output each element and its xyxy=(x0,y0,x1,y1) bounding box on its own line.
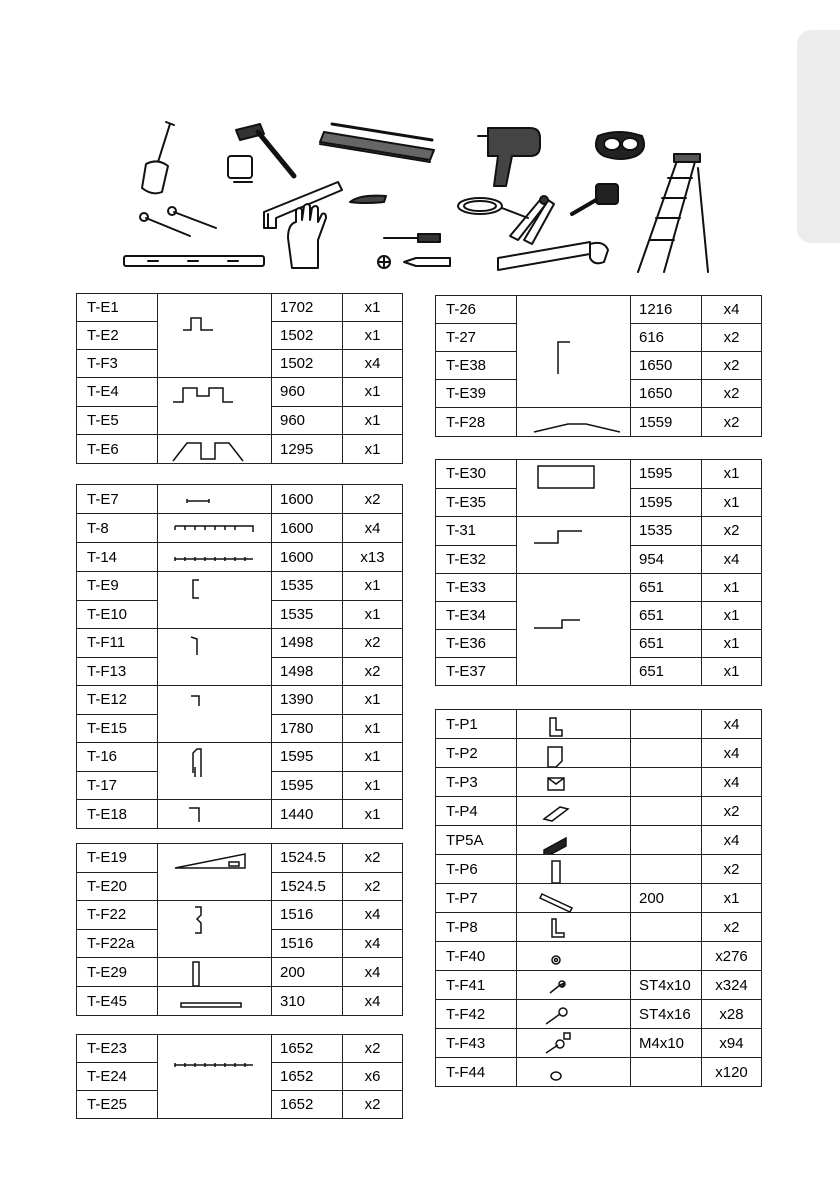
long-screw-icon xyxy=(517,1000,631,1029)
tape-measure-icon xyxy=(228,156,252,182)
hook-rod-icon xyxy=(517,296,631,408)
part-quantity: x6 xyxy=(343,1063,403,1091)
part-length: 1524.5 xyxy=(272,844,343,873)
wrenches-icon xyxy=(140,207,216,236)
part-length xyxy=(631,1058,702,1087)
part-code: T-P1 xyxy=(436,710,517,739)
utility-knife-icon xyxy=(350,196,386,203)
slanted-channel-profile-icon xyxy=(158,435,272,464)
single-step-profile-icon xyxy=(158,294,272,378)
part-quantity: x1 xyxy=(343,771,403,800)
table-row xyxy=(77,294,403,322)
lumber-boards-icon xyxy=(320,124,434,162)
part-quantity: x2 xyxy=(702,517,762,546)
part-length xyxy=(631,797,702,826)
envelope-bracket-icon xyxy=(517,768,631,797)
table-row xyxy=(436,1000,762,1029)
part-quantity: x1 xyxy=(343,600,403,629)
parts-table xyxy=(435,459,762,686)
part-quantity: x120 xyxy=(702,1058,762,1087)
table-row xyxy=(436,1029,762,1058)
flat-panel-icon xyxy=(517,460,631,517)
part-length xyxy=(631,826,702,855)
part-code: T-P6 xyxy=(436,855,517,884)
part-code: T-14 xyxy=(77,543,158,572)
part-quantity: x2 xyxy=(343,872,403,901)
part-code: T-E15 xyxy=(77,714,158,743)
part-length xyxy=(631,710,702,739)
part-code: TP5A xyxy=(436,826,517,855)
part-quantity: x4 xyxy=(343,987,403,1016)
table-row xyxy=(436,710,762,739)
part-length: ST4x10 xyxy=(631,971,702,1000)
part-quantity: x4 xyxy=(343,350,403,378)
part-quantity: x2 xyxy=(702,408,762,437)
c-channel-icon xyxy=(158,572,272,629)
wavy-rail-icon xyxy=(158,543,272,572)
table-row xyxy=(77,686,403,715)
short-post-icon xyxy=(158,958,272,987)
part-quantity: x4 xyxy=(702,826,762,855)
table-row xyxy=(77,514,403,543)
rod-icon xyxy=(517,884,631,913)
part-quantity: x4 xyxy=(702,768,762,797)
box-bracket-icon xyxy=(517,739,631,768)
part-quantity: x1 xyxy=(343,714,403,743)
level-icon xyxy=(124,256,264,266)
part-length: 1498 xyxy=(272,657,343,686)
table-row xyxy=(436,797,762,826)
part-length: 616 xyxy=(631,324,702,352)
table-row xyxy=(436,768,762,797)
part-quantity: x2 xyxy=(702,855,762,884)
part-code: T-27 xyxy=(436,324,517,352)
tapered-beam-icon xyxy=(158,844,272,901)
part-code: T-F11 xyxy=(77,629,158,658)
part-quantity: x2 xyxy=(343,1035,403,1063)
part-code: T-P2 xyxy=(436,739,517,768)
part-quantity: x1 xyxy=(702,630,762,658)
hooked-rail-icon xyxy=(158,514,272,543)
part-code: T-E29 xyxy=(77,958,158,987)
part-quantity: x2 xyxy=(702,324,762,352)
part-quantity: x2 xyxy=(343,844,403,873)
step-bar-icon xyxy=(517,517,631,574)
part-length: 1652 xyxy=(272,1035,343,1063)
part-length: ST4x16 xyxy=(631,1000,702,1029)
part-quantity: x2 xyxy=(702,380,762,408)
part-code: T-E20 xyxy=(77,872,158,901)
part-length: 651 xyxy=(631,602,702,630)
part-length: 1600 xyxy=(272,543,343,572)
wavy-rail-icon xyxy=(158,1035,272,1119)
part-length: 960 xyxy=(272,406,343,435)
part-code: T-E1 xyxy=(77,294,158,322)
table-row xyxy=(436,460,762,489)
table-row xyxy=(436,739,762,768)
part-length: 1440 xyxy=(272,800,343,829)
part-length: 1498 xyxy=(272,629,343,658)
table-row xyxy=(436,408,762,437)
part-length: 1600 xyxy=(272,485,343,514)
part-code: T-F28 xyxy=(436,408,517,437)
part-code: T-E18 xyxy=(77,800,158,829)
s-channel-icon xyxy=(158,901,272,958)
part-code: T-E7 xyxy=(77,485,158,514)
part-length: 1390 xyxy=(272,686,343,715)
part-code: T-P3 xyxy=(436,768,517,797)
table-row xyxy=(77,958,403,987)
pliers-icon xyxy=(510,196,554,244)
part-quantity: x1 xyxy=(702,574,762,602)
part-length: 954 xyxy=(631,545,702,574)
part-length: 1535 xyxy=(631,517,702,546)
part-quantity: x2 xyxy=(343,485,403,514)
part-quantity: x28 xyxy=(702,1000,762,1029)
small-angle-icon xyxy=(158,686,272,743)
part-quantity: x2 xyxy=(343,629,403,658)
part-length: 310 xyxy=(272,987,343,1016)
part-code: T-E23 xyxy=(77,1035,158,1063)
table-row xyxy=(436,1058,762,1087)
part-length: 1295 xyxy=(272,435,343,464)
corner-bracket-icon xyxy=(517,710,631,739)
part-quantity: x13 xyxy=(343,543,403,572)
table-row xyxy=(77,901,403,930)
table-row xyxy=(77,378,403,407)
table-row xyxy=(77,485,403,514)
part-quantity: x1 xyxy=(343,406,403,435)
part-length: 1595 xyxy=(631,460,702,489)
part-code: T-E36 xyxy=(436,630,517,658)
part-code: T-P4 xyxy=(436,797,517,826)
part-quantity: x324 xyxy=(702,971,762,1000)
small-step-bar-icon xyxy=(517,574,631,686)
part-length: 1650 xyxy=(631,380,702,408)
table-row xyxy=(436,574,762,602)
part-code: T-E39 xyxy=(436,380,517,408)
part-quantity: x1 xyxy=(343,294,403,322)
part-quantity: x2 xyxy=(702,797,762,826)
part-length: 1535 xyxy=(272,600,343,629)
bolt-nut-icon xyxy=(517,1029,631,1058)
part-quantity: x4 xyxy=(702,545,762,574)
part-length: 1595 xyxy=(272,771,343,800)
part-code: T-E45 xyxy=(77,987,158,1016)
handle-icon xyxy=(517,797,631,826)
part-length: 1535 xyxy=(272,572,343,601)
part-code: T-P8 xyxy=(436,913,517,942)
hammer-icon xyxy=(236,124,294,176)
part-code: T-F40 xyxy=(436,942,517,971)
part-code: T-F3 xyxy=(77,350,158,378)
table-row xyxy=(77,543,403,572)
table-row xyxy=(77,987,403,1016)
side-tab xyxy=(797,30,840,243)
part-length xyxy=(631,739,702,768)
part-code: T-F22 xyxy=(77,901,158,930)
safety-goggles-icon xyxy=(596,132,644,159)
part-length: M4x10 xyxy=(631,1029,702,1058)
part-length: 651 xyxy=(631,574,702,602)
part-quantity: x2 xyxy=(702,352,762,380)
part-quantity: x1 xyxy=(343,686,403,715)
part-code: T-E33 xyxy=(436,574,517,602)
part-code: T-E4 xyxy=(77,378,158,407)
parts-table xyxy=(76,484,403,829)
table-row xyxy=(77,1035,403,1063)
table-row xyxy=(436,971,762,1000)
part-quantity: x94 xyxy=(702,1029,762,1058)
part-length: 1595 xyxy=(272,743,343,772)
part-length: 1595 xyxy=(631,488,702,517)
ladder-icon xyxy=(638,154,708,272)
parts-table xyxy=(76,1034,403,1119)
required-tools-illustration xyxy=(118,118,710,278)
hand-saw-icon xyxy=(498,242,608,270)
washer-icon xyxy=(517,942,631,971)
part-code: T-E9 xyxy=(77,572,158,601)
part-length xyxy=(631,913,702,942)
table-row xyxy=(77,743,403,772)
part-code: T-E34 xyxy=(436,602,517,630)
wire-coil-icon xyxy=(458,198,528,218)
part-quantity: x2 xyxy=(702,913,762,942)
flat-bar-icon xyxy=(158,987,272,1016)
part-code: T-E35 xyxy=(436,488,517,517)
part-length: 960 xyxy=(272,378,343,407)
part-length: 1780 xyxy=(272,714,343,743)
part-length xyxy=(631,942,702,971)
table-row xyxy=(436,884,762,913)
screwdrivers-icon xyxy=(378,234,450,268)
part-quantity: x1 xyxy=(702,658,762,686)
work-glove-icon xyxy=(288,204,326,268)
table-row xyxy=(77,435,403,464)
part-quantity: x1 xyxy=(343,572,403,601)
part-length: 1502 xyxy=(272,322,343,350)
part-code: T-16 xyxy=(77,743,158,772)
part-code: T-E19 xyxy=(77,844,158,873)
ridge-cap-icon xyxy=(517,408,631,437)
part-length: 200 xyxy=(631,884,702,913)
part-length: 1524.5 xyxy=(272,872,343,901)
part-length: 1650 xyxy=(631,352,702,380)
part-length: 1516 xyxy=(272,929,343,958)
angle-bracket-icon xyxy=(517,913,631,942)
part-length: 651 xyxy=(631,630,702,658)
part-code: T-E2 xyxy=(77,322,158,350)
parts-table xyxy=(76,843,403,1016)
table-row xyxy=(77,800,403,829)
part-quantity: x4 xyxy=(343,958,403,987)
tape-measure-small-icon xyxy=(572,184,618,214)
part-quantity: x1 xyxy=(343,322,403,350)
table-row xyxy=(77,629,403,658)
part-quantity: x4 xyxy=(702,296,762,324)
slide-bolt-icon xyxy=(517,855,631,884)
part-quantity: x1 xyxy=(343,800,403,829)
part-length: 1559 xyxy=(631,408,702,437)
bent-angle-icon xyxy=(158,629,272,686)
part-quantity: x1 xyxy=(343,378,403,407)
table-row xyxy=(436,942,762,971)
table-row xyxy=(77,844,403,873)
part-code: T-E5 xyxy=(77,406,158,435)
part-code: T-E12 xyxy=(77,686,158,715)
part-code: T-F43 xyxy=(436,1029,517,1058)
power-drill-icon xyxy=(478,128,540,186)
part-code: T-F22a xyxy=(77,929,158,958)
short-rail-icon xyxy=(158,485,272,514)
parts-table xyxy=(435,295,762,437)
part-quantity: x1 xyxy=(702,602,762,630)
part-quantity: x2 xyxy=(343,657,403,686)
table-row xyxy=(436,826,762,855)
part-quantity: x4 xyxy=(702,710,762,739)
part-quantity: x4 xyxy=(343,514,403,543)
part-code: T-E10 xyxy=(77,600,158,629)
part-length xyxy=(631,855,702,884)
part-code: T-P7 xyxy=(436,884,517,913)
part-code: T-17 xyxy=(77,771,158,800)
part-length: 200 xyxy=(272,958,343,987)
part-code: T-E6 xyxy=(77,435,158,464)
double-step-profile-icon xyxy=(158,378,272,435)
part-length: 1502 xyxy=(272,350,343,378)
part-code: T-E37 xyxy=(436,658,517,686)
part-code: T-F42 xyxy=(436,1000,517,1029)
part-length xyxy=(631,768,702,797)
table-row xyxy=(436,913,762,942)
part-length: 1600 xyxy=(272,514,343,543)
part-code: T-E30 xyxy=(436,460,517,489)
part-length: 1516 xyxy=(272,901,343,930)
table-row xyxy=(436,296,762,324)
vent-grille-icon xyxy=(517,826,631,855)
part-code: T-E32 xyxy=(436,545,517,574)
part-code: T-E38 xyxy=(436,352,517,380)
part-quantity: x1 xyxy=(343,435,403,464)
part-code: T-31 xyxy=(436,517,517,546)
part-quantity: x2 xyxy=(343,1091,403,1119)
part-code: T-E24 xyxy=(77,1063,158,1091)
cap-nut-icon xyxy=(517,1058,631,1087)
part-quantity: x1 xyxy=(702,488,762,517)
part-code: T-8 xyxy=(77,514,158,543)
part-quantity: x1 xyxy=(702,460,762,489)
table-row xyxy=(436,517,762,546)
part-length: 1652 xyxy=(272,1063,343,1091)
shovel-icon xyxy=(142,122,174,193)
part-length: 1652 xyxy=(272,1091,343,1119)
part-code: T-26 xyxy=(436,296,517,324)
part-length: 651 xyxy=(631,658,702,686)
part-quantity: x276 xyxy=(702,942,762,971)
short-screw-icon xyxy=(517,971,631,1000)
part-code: T-F13 xyxy=(77,657,158,686)
part-quantity: x1 xyxy=(702,884,762,913)
table-row xyxy=(436,855,762,884)
table-row xyxy=(77,572,403,601)
l-angle-icon xyxy=(158,800,272,829)
part-quantity: x4 xyxy=(343,901,403,930)
j-channel-icon xyxy=(158,743,272,800)
part-code: T-E25 xyxy=(77,1091,158,1119)
parts-table xyxy=(435,709,762,1087)
part-quantity: x4 xyxy=(343,929,403,958)
part-code: T-F41 xyxy=(436,971,517,1000)
part-code: T-F44 xyxy=(436,1058,517,1087)
part-length: 1216 xyxy=(631,296,702,324)
part-length: 1702 xyxy=(272,294,343,322)
parts-table xyxy=(76,293,403,464)
part-quantity: x1 xyxy=(343,743,403,772)
part-quantity: x4 xyxy=(702,739,762,768)
